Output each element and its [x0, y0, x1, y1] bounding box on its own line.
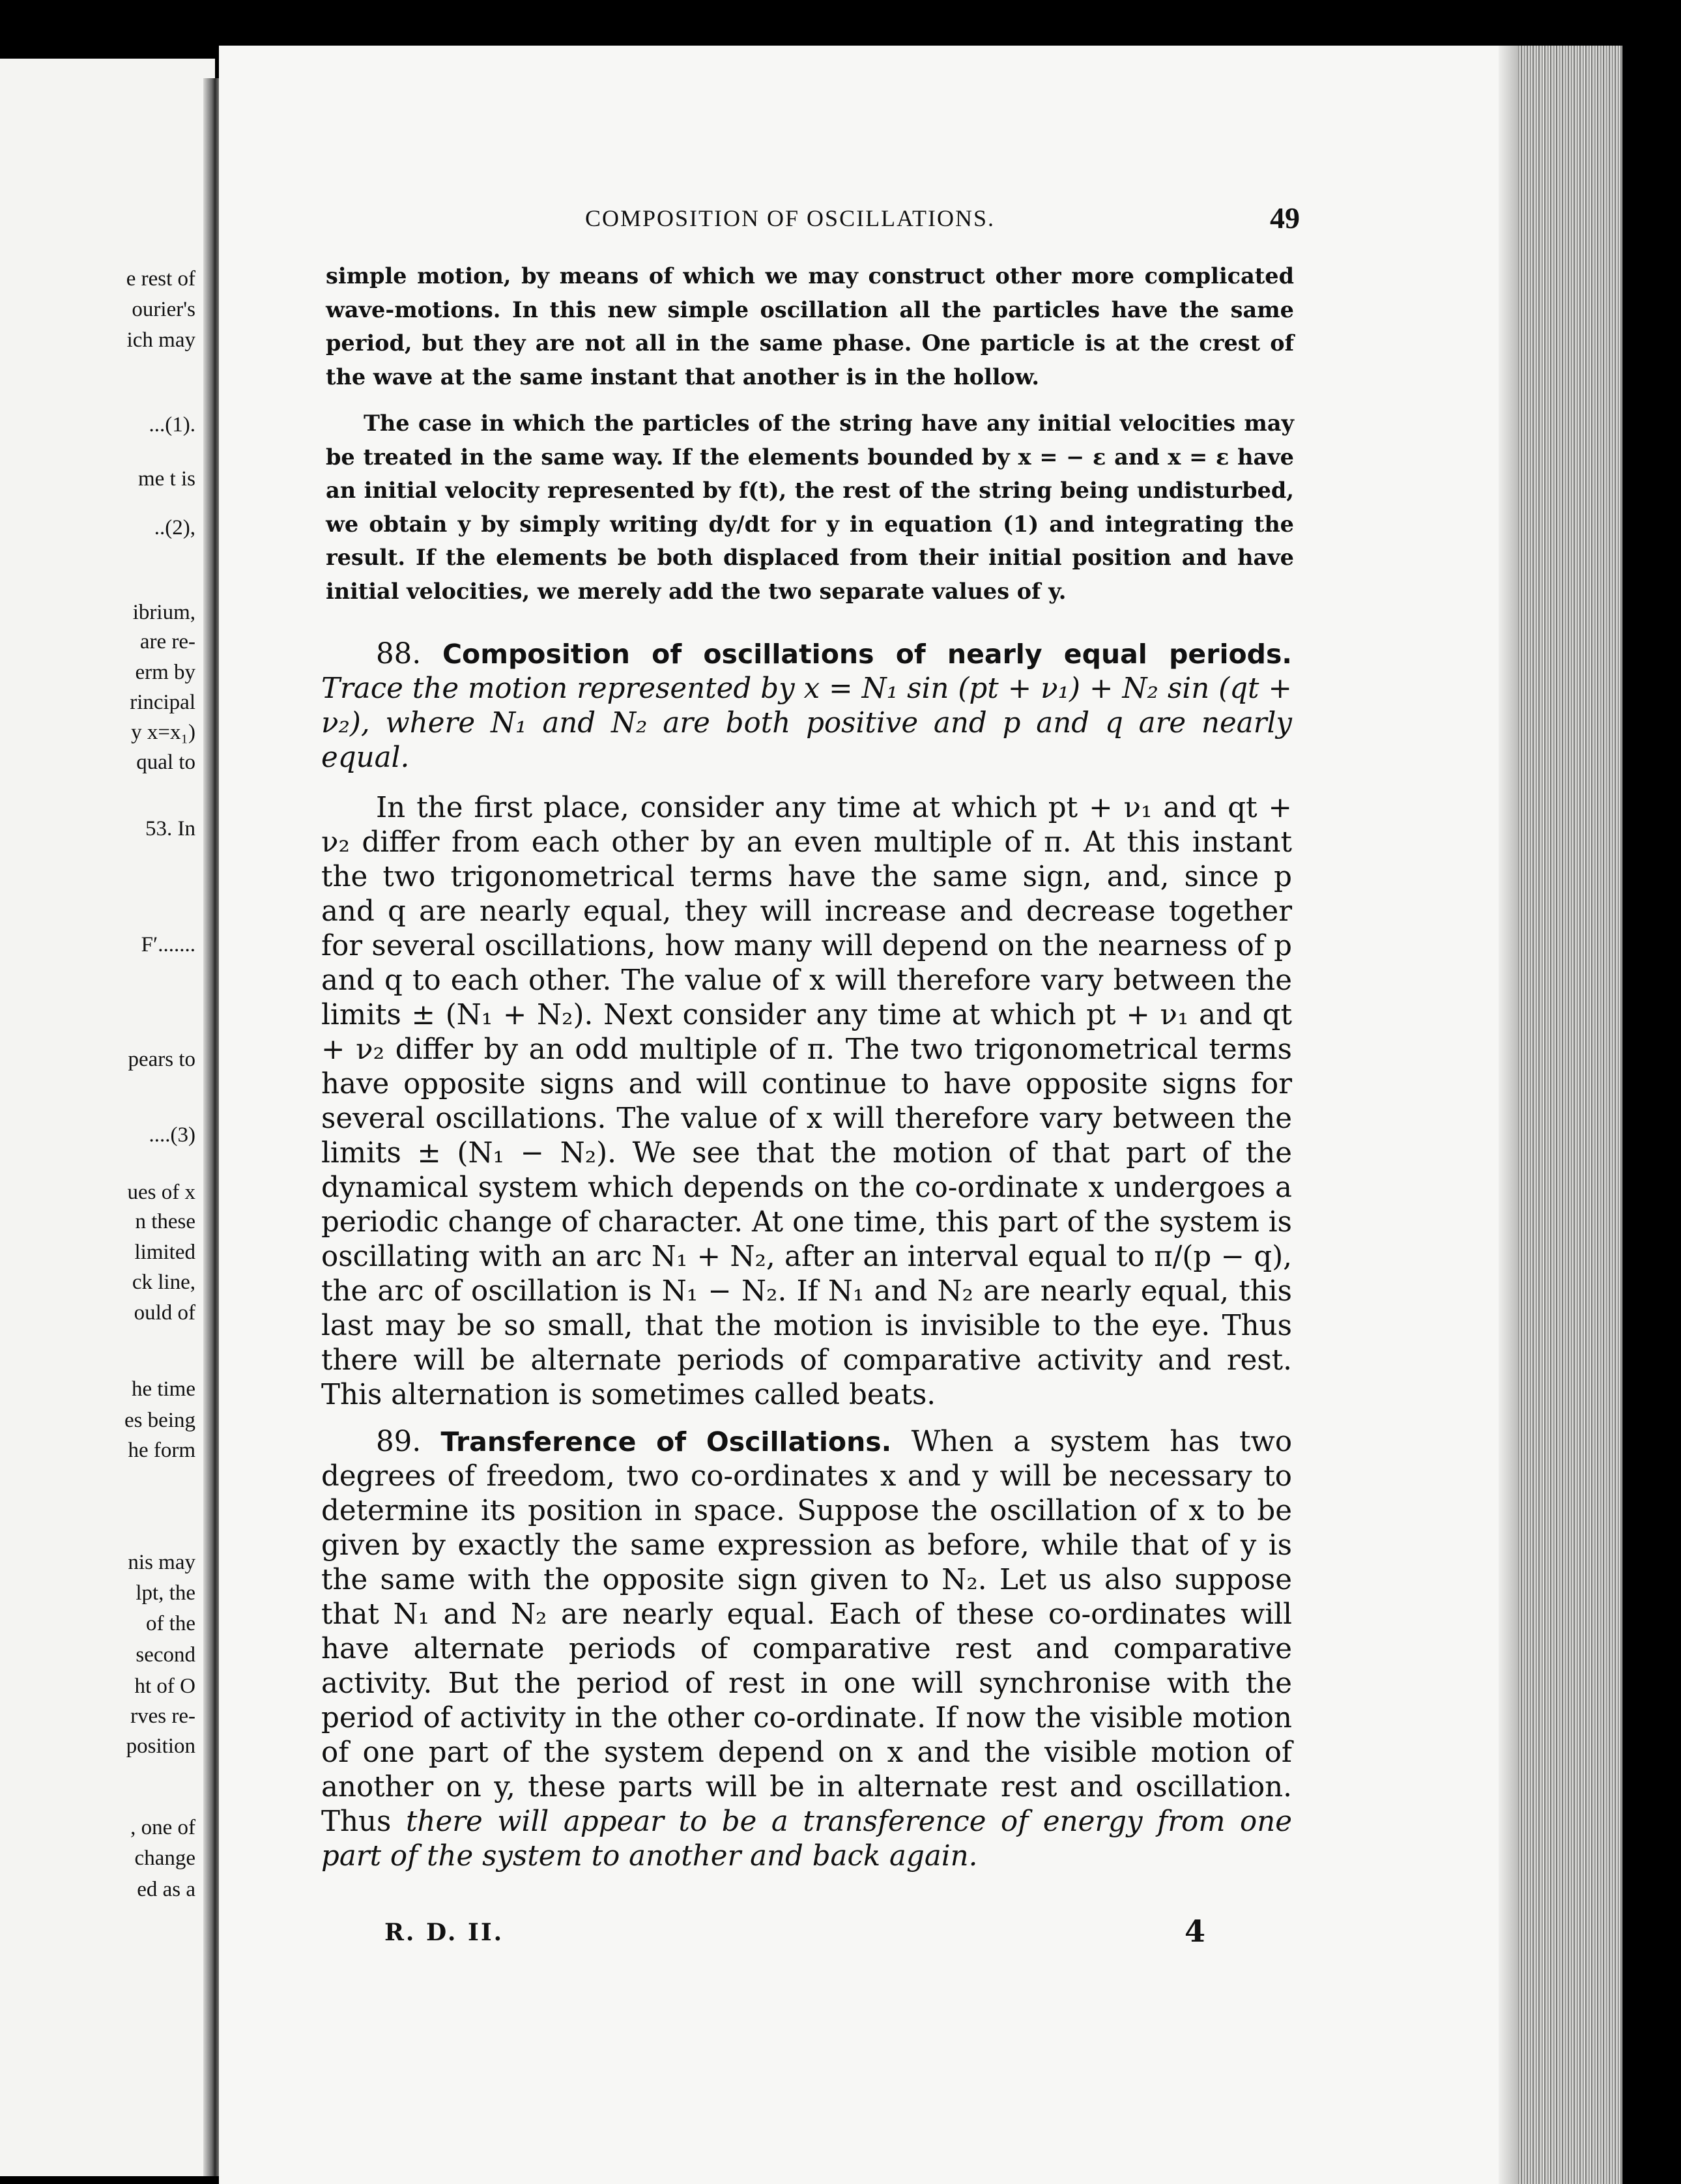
left-page-line: lpt, the: [136, 1581, 195, 1605]
signature-mark: R. D. II.: [384, 1919, 504, 1946]
left-page-line: ck line,: [132, 1271, 195, 1294]
section-89-conclusion: there will appear to be a transference of energy from one part of the system to another and back again.: [321, 1805, 1293, 1873]
section-89-body: [321, 1425, 1292, 1874]
section-title: Transference of Oscillations.: [440, 1426, 892, 1458]
section-number: 88.: [376, 638, 422, 670]
left-page-line: are re-: [139, 630, 195, 654]
left-page-line: ich may: [126, 328, 195, 352]
section-88: [321, 637, 1292, 1413]
section-89-text: When a system has two degrees of freedom, two co-ordinates x and y will be necessary to determine its position in space. Suppose the oscillation of x to be given by exactly the same expression as before, while that of y is the same with the opposite sign given to N₂. Let us also suppose that N₁ and N₂ are nearly equal. Each of these co-ordinates will have alternate periods of comparative rest and comparative activity. But the period of rest in one will synchronise with the period of activity in the other co-ordinate. If now the visible motion of one part of the system depend on x and the visible motion of another on y, these parts will be in alternate rest and oscillation. Thus: [321, 1426, 1293, 1838]
section-number: 89.: [376, 1426, 422, 1458]
left-page-line: ibrium,: [132, 601, 195, 624]
left-page-line: ourier's: [132, 298, 195, 321]
left-page-line: es being: [124, 1409, 195, 1432]
left-page-line: F′.......: [141, 933, 195, 956]
left-page-line: y x=x₁): [131, 721, 195, 744]
section-88-heading: [321, 637, 1292, 775]
section-88-body: In the first place, consider any time at which pt + ν₁ and qt + ν₂ differ from each other by an even multiple of π. At this instant the two trigonometrical terms have the same sign, and, since p and q are nearly equal, they will increase and decrease together for several oscillations, how many will depend on the nearness of p and q to each other. The value of x will therefore vary between the limits ± (N₁ + N₂). Next consider any time at which pt + ν₁ and qt + ν₂ differ by an odd multiple of π. The two trigonometrical terms have opposite signs and will continue to have opposite signs for several oscillations. The value of x will therefore vary between the limits ± (N₁ − N₂). We see that the motion of that part of the dynamical system which depends on the co-ordinate x undergoes a periodic change of character. At one time, this part of the system is oscillating with an arc N₁ + N₂, after an interval equal to π/(p − q), the arc of oscillation is N₁ − N₂. If N₁ and N₂ are nearly equal, this last may be so small, that the motion is invisible to the eye. Thus there will be alternate periods of comparative activity and rest. This alternation is sometimes called beats.: [321, 792, 1292, 1411]
left-page-line: change: [134, 1846, 195, 1870]
running-title: COMPOSITION OF OSCILLATIONS.: [585, 205, 996, 231]
left-page-line: he form: [128, 1439, 195, 1462]
left-page-line: ues of x: [127, 1181, 195, 1204]
section-title: Composition of oscillations of nearly equal periods.: [442, 639, 1293, 670]
left-page-line: nis may: [128, 1551, 195, 1574]
left-page-line: limited: [134, 1241, 195, 1264]
left-page-line: , one of: [130, 1816, 195, 1839]
left-page-line: position: [126, 1734, 195, 1758]
left-page-line: rves re-: [130, 1704, 195, 1728]
page-edge-shade: [1499, 46, 1518, 2184]
left-page-line: rincipal: [130, 691, 195, 714]
left-page-line: e rest of: [126, 267, 195, 291]
left-page-line: ht of O: [134, 1674, 195, 1698]
small-paragraph: The case in which the particles of the string have any initial velocities may be treated in the same way. If the elements bounded by x = − ε and x = ε have an initial velocity represented by f(t), the rest of the string being undisturbed, we obtain y by simply writing dy/dt for y in equation (1) and integrating the result. If the elements be both displaced from their initial position and have initial velocities, we merely add the two separate values of y.: [326, 410, 1294, 604]
page-number: 49: [1270, 201, 1300, 235]
left-page-line: ...(1).: [149, 413, 195, 437]
left-page-line: ....(3): [149, 1123, 195, 1147]
left-page-line: pears to: [128, 1048, 195, 1071]
problem-statement: Trace the motion represented by x = N₁ sin (pt + ν₁) + N₂ sin (qt + ν₂), where N₁ and N₂ are both positive and p and q are nearly equal.: [321, 672, 1292, 774]
left-page-line: ould of: [134, 1301, 195, 1325]
left-page-line: 53. In: [145, 817, 195, 841]
left-page-line: second: [136, 1643, 195, 1667]
left-page-line: he time: [131, 1377, 195, 1401]
left-page-line: me t is: [138, 467, 195, 491]
page-footer: [384, 1914, 1231, 1958]
left-page-line: ed as a: [137, 1878, 195, 1901]
small-print-block: [326, 259, 1294, 608]
signature-number: 4: [1184, 1914, 1205, 1949]
running-header: [319, 195, 1300, 248]
left-page-line: n these: [135, 1210, 195, 1233]
small-paragraph: simple motion, by means of which we may construct other more complicated wave-motions. In this new simple oscillation all the particles have the same period, but they are not all in the same phase. One particle is at the crest of the wave at the same instant that another is in the hollow.: [326, 263, 1294, 390]
section-89: [321, 1425, 1292, 1874]
left-page-line: of the: [145, 1612, 195, 1635]
left-page-line: qual to: [136, 751, 195, 774]
left-page-line: ..(2),: [154, 516, 195, 539]
left-page-line: erm by: [135, 661, 195, 684]
